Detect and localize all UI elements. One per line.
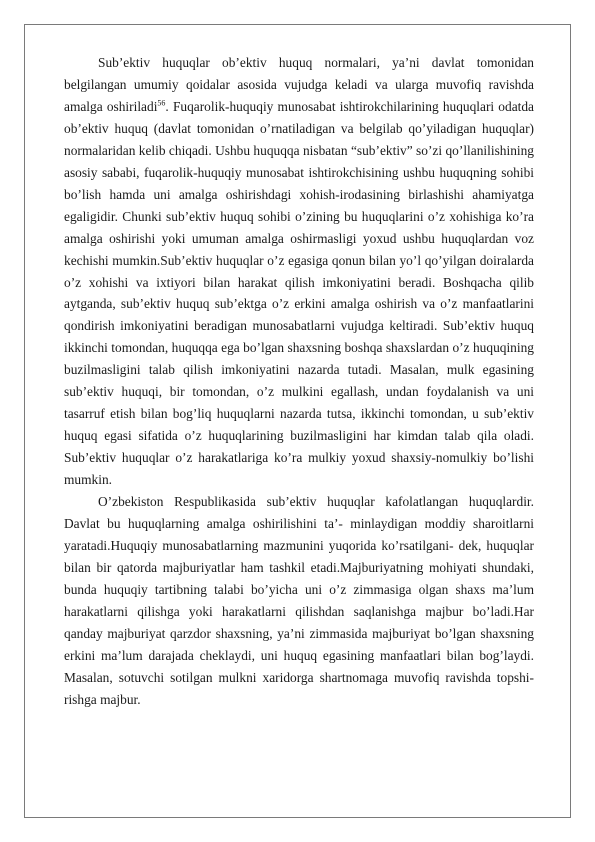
paragraph-text: Sub’ektiv huquqlar ob’ektiv huquq normalari, ya’ni davlat tomonidan belgilangan umumiy qoidalar asosida vujudga keladi va ularga muvofiq ravishda amalga oshiriladi xyxy=(64,55,534,114)
paragraph-subjective-rights xyxy=(64,52,534,491)
footnote-reference[interactable]: 56 xyxy=(157,98,166,108)
paragraph-guaranteed-rights: O’zbekiston Respublikasida sub’ektiv huquqlar kafolatlangan huquqlardir. Davlat bu huquqlarning amalga oshirilishini ta’- minlaydigan moddiy sharoitlarni yaratadi.Huquqiy munosabatlarning mazmunini yuqorida ko’rsatilgani- dek, huquqlar bilan bir qatorda majburiyatlar ham tashkil etadi.Majburiyatning mohiyati shundaki, bunda huquqiy tartibning talabi bo’yicha uni o’z zimmasiga olgan shaxs ma’lum harakatlarni qilishga yoki harakatlarni qilishdan saqlanishga majbur bo’ladi.Har qanday majburiyat qarzdor shaxsning, ya’ni zimmasida majburiyat bo’lgan shaxsning erkini ma’lum darajada cheklaydi, uni huquq egasining manfaatlari bilan bog’laydi. Masalan, sotuvchi sotilgan mulkni xaridorga shartnomaga muvofiq ravishda topshi- rishga majbur. xyxy=(64,494,534,707)
document-body xyxy=(64,52,534,711)
paragraph-text: . Fuqarolik-huquqiy munosabat ishtirokchilarining huquqlari odatda ob’ektiv huquq (davlat tomonidan o’rnatiladigan va belgilab qo’yiladigan huquqlar) normalaridan kelib chiqadi. Ushbu huquqqa nisbatan “sub’ektiv” so’zi qo’llanilishining asosiy sababi, fuqarolik-huquqiy munosabat ishtirokchisining ushbu huquqning sohibi bo’lish hamda uni amalga oshirishdagi xohish-irodasining birlashishi ahamiyatga egaligidir. Chunki sub’ektiv huquq sohibi o’zining bu huquqlarini o’z xohishiga ko’ra amalga oshirishi yoki umuman amalga oshirmasligi yoxud ushbu huquqlardan voz kechishi mumkin.Sub’ektiv huquqlar o’z egasiga qonun bilan yo’l qo’yilgan doiralarda o’z xohishi va ixtiyori bilan harakat qilish imkoniyatini beradi. Boshqacha qilib aytganda, sub’ektiv huquq sub’ektga o’z erkini amalga oshirish va o’z manfaatlarini qondirish imkoniyatini beradigan munosabatlarni vujudga keltiradi. Sub’ektiv huquq ikkinchi tomondan, huquqqa ega bo’lgan shaxsning boshqa shaxslardan o’z huquqining buzilmasligini talab qilish imkoniyatini nazarda tutadi. Masalan, mulk egasining sub’ektiv huquqi, bir tomondan, o’z mulkini egallash, undan foydalanish va uni tasarruf etish bilan bog’liq huquqlarni nazarda tutsa, ikkinchi tomondan, u sub’ektiv huquq egasi sifatida o’z huquqlarining buzilmasligini har kimdan talab qila oladi. Sub’ektiv huquqlar o’z harakatlariga ko’ra mulkiy yoxud shaxsiy-nomulkiy bo’lishi mumkin. xyxy=(64,98,534,488)
